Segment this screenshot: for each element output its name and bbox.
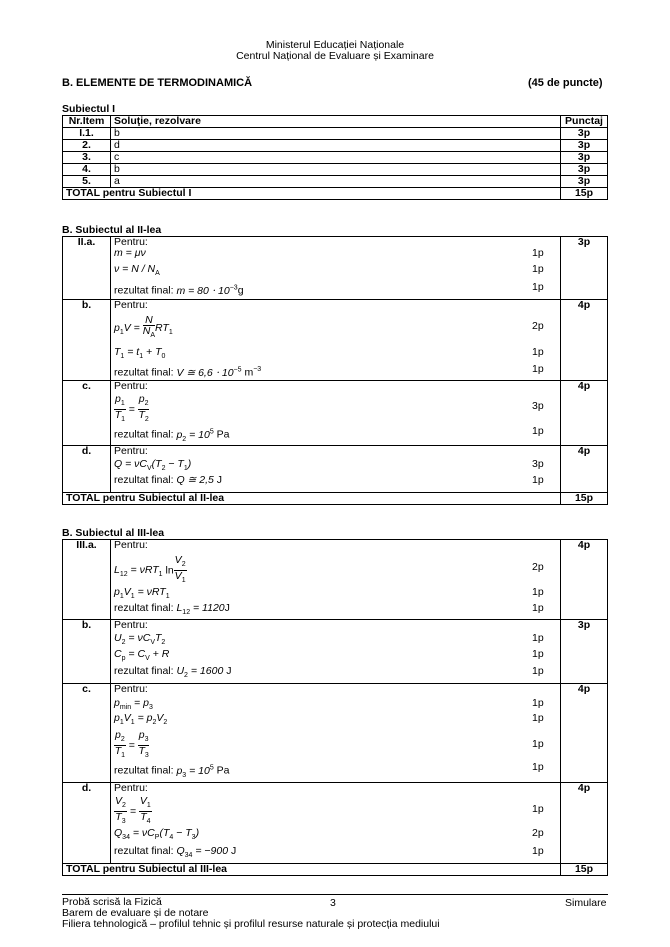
col-item-header: Nr.Item: [63, 116, 111, 128]
col-solution-header: Soluţie, rezolvare: [111, 116, 561, 128]
ministry-name: Ministerul Educației Naționale: [265, 39, 405, 51]
item-row-IId: d. Pentru: $Q = \nu C_V(T_2 - T_1)$ 3p rezultat final: Q ≅ 2,5 J 1p 4p: [63, 446, 608, 493]
subject3-table: [62, 539, 608, 876]
footer-exam: Probă scrisă la Fizică: [62, 896, 162, 908]
footer-divider: [62, 894, 608, 895]
col-points-header: Punctaj: [561, 116, 608, 128]
table-row: 2. d 3p: [63, 140, 608, 152]
table-header-row: [63, 116, 608, 128]
header: [0, 40, 670, 62]
footer: [62, 897, 440, 930]
section-title: B. ELEMENTE DE TERMODINAMICĂ: [62, 77, 253, 89]
table-row: 3. c 3p: [63, 152, 608, 164]
section-points: (45 de puncte): [528, 77, 603, 89]
table-row: 4. b 3p: [63, 164, 608, 176]
subject2-table: [62, 236, 608, 505]
center-name: Centrul Național de Evaluare și Examinare: [236, 50, 434, 62]
footer-simulare: Simulare: [565, 897, 607, 909]
item-row-IIIb: b. Pentru: $U_2 = \nu C_VT_2$ 1p $C_p = C_V + R$ 1p rezultat final: $U_2 = 1600$ J 1p 3p: [63, 620, 608, 684]
table-row: 5. a 3p: [63, 176, 608, 188]
subject1-title: Subiectul I: [62, 103, 116, 115]
item-row-IIb: b. Pentru: $p_1V$ = $\frac{N}{N_A}$ $RT_1$ 2p $T_1 = t_1 + T_0$ 1p rezultat final: V ≅ $6,6 \cdot 10^{-5}$ $m^{-3}$ 1p 4p: [63, 300, 608, 381]
item-row-IIIc: c. Pentru: $p_{min} = p_3$ 1p $p_1V_1 = p_2V_2$ 1p $\frac{p_2}{T_1}$ = $\frac{p_3}{T_3}$ 1p rezultat final: $p_3 = 10^5$ Pa 1p 4p: [63, 684, 608, 783]
subject1-table: [62, 115, 608, 200]
total-row: TOTAL pentru Subiectul I 15p: [63, 188, 608, 200]
table-row: I.1. b 3p: [63, 128, 608, 140]
total-row: TOTAL pentru Subiectul al III-lea 15p: [63, 864, 608, 876]
item-row-IIc: c. Pentru: $\frac{p_1}{T_1}$ = $\frac{p_2}{T_2}$ 3p rezultat final: $p_2 = 10^5$ Pa 1p 4p: [63, 381, 608, 446]
page-number: 3: [330, 897, 336, 909]
total-row: TOTAL pentru Subiectul al II-lea 15p: [63, 493, 608, 505]
subject2-title: B. Subiectul al II-lea: [62, 224, 162, 236]
footer-filiera: Filiera tehnologică – profilul tehnic și profilul resurse naturale și protecția mediului: [62, 918, 440, 930]
item-row-IIa: II.a. Pentru: m = μν 1p $\nu = N / N_A$ 1p rezultat final: $m = 80 \cdot 10^{-3}g$ 1p 3p: [63, 237, 608, 300]
footer-barem: Barem de evaluare și de notare: [62, 907, 209, 919]
item-row-IIId: d. Pentru: $\frac{V_2}{T_3}$ = $\frac{V_1}{T_4}$ 1p $Q_{34} = \nu C_P(T_4 - T_3)$ 2p rezultat final: $Q_{34} = -900$ J 1p 4p: [63, 783, 608, 864]
subject3-title: B. Subiectul al III-lea: [62, 527, 165, 539]
item-row-IIIa: III.a. Pentru: $L_{12} = \nu RT_1$ ln $\frac{V_2}{V_1}$ 2p $p_1V_1 = \nu RT_1$ 1p rezultat final: $L_{12} = 1120J$ 1p 4p: [63, 540, 608, 620]
